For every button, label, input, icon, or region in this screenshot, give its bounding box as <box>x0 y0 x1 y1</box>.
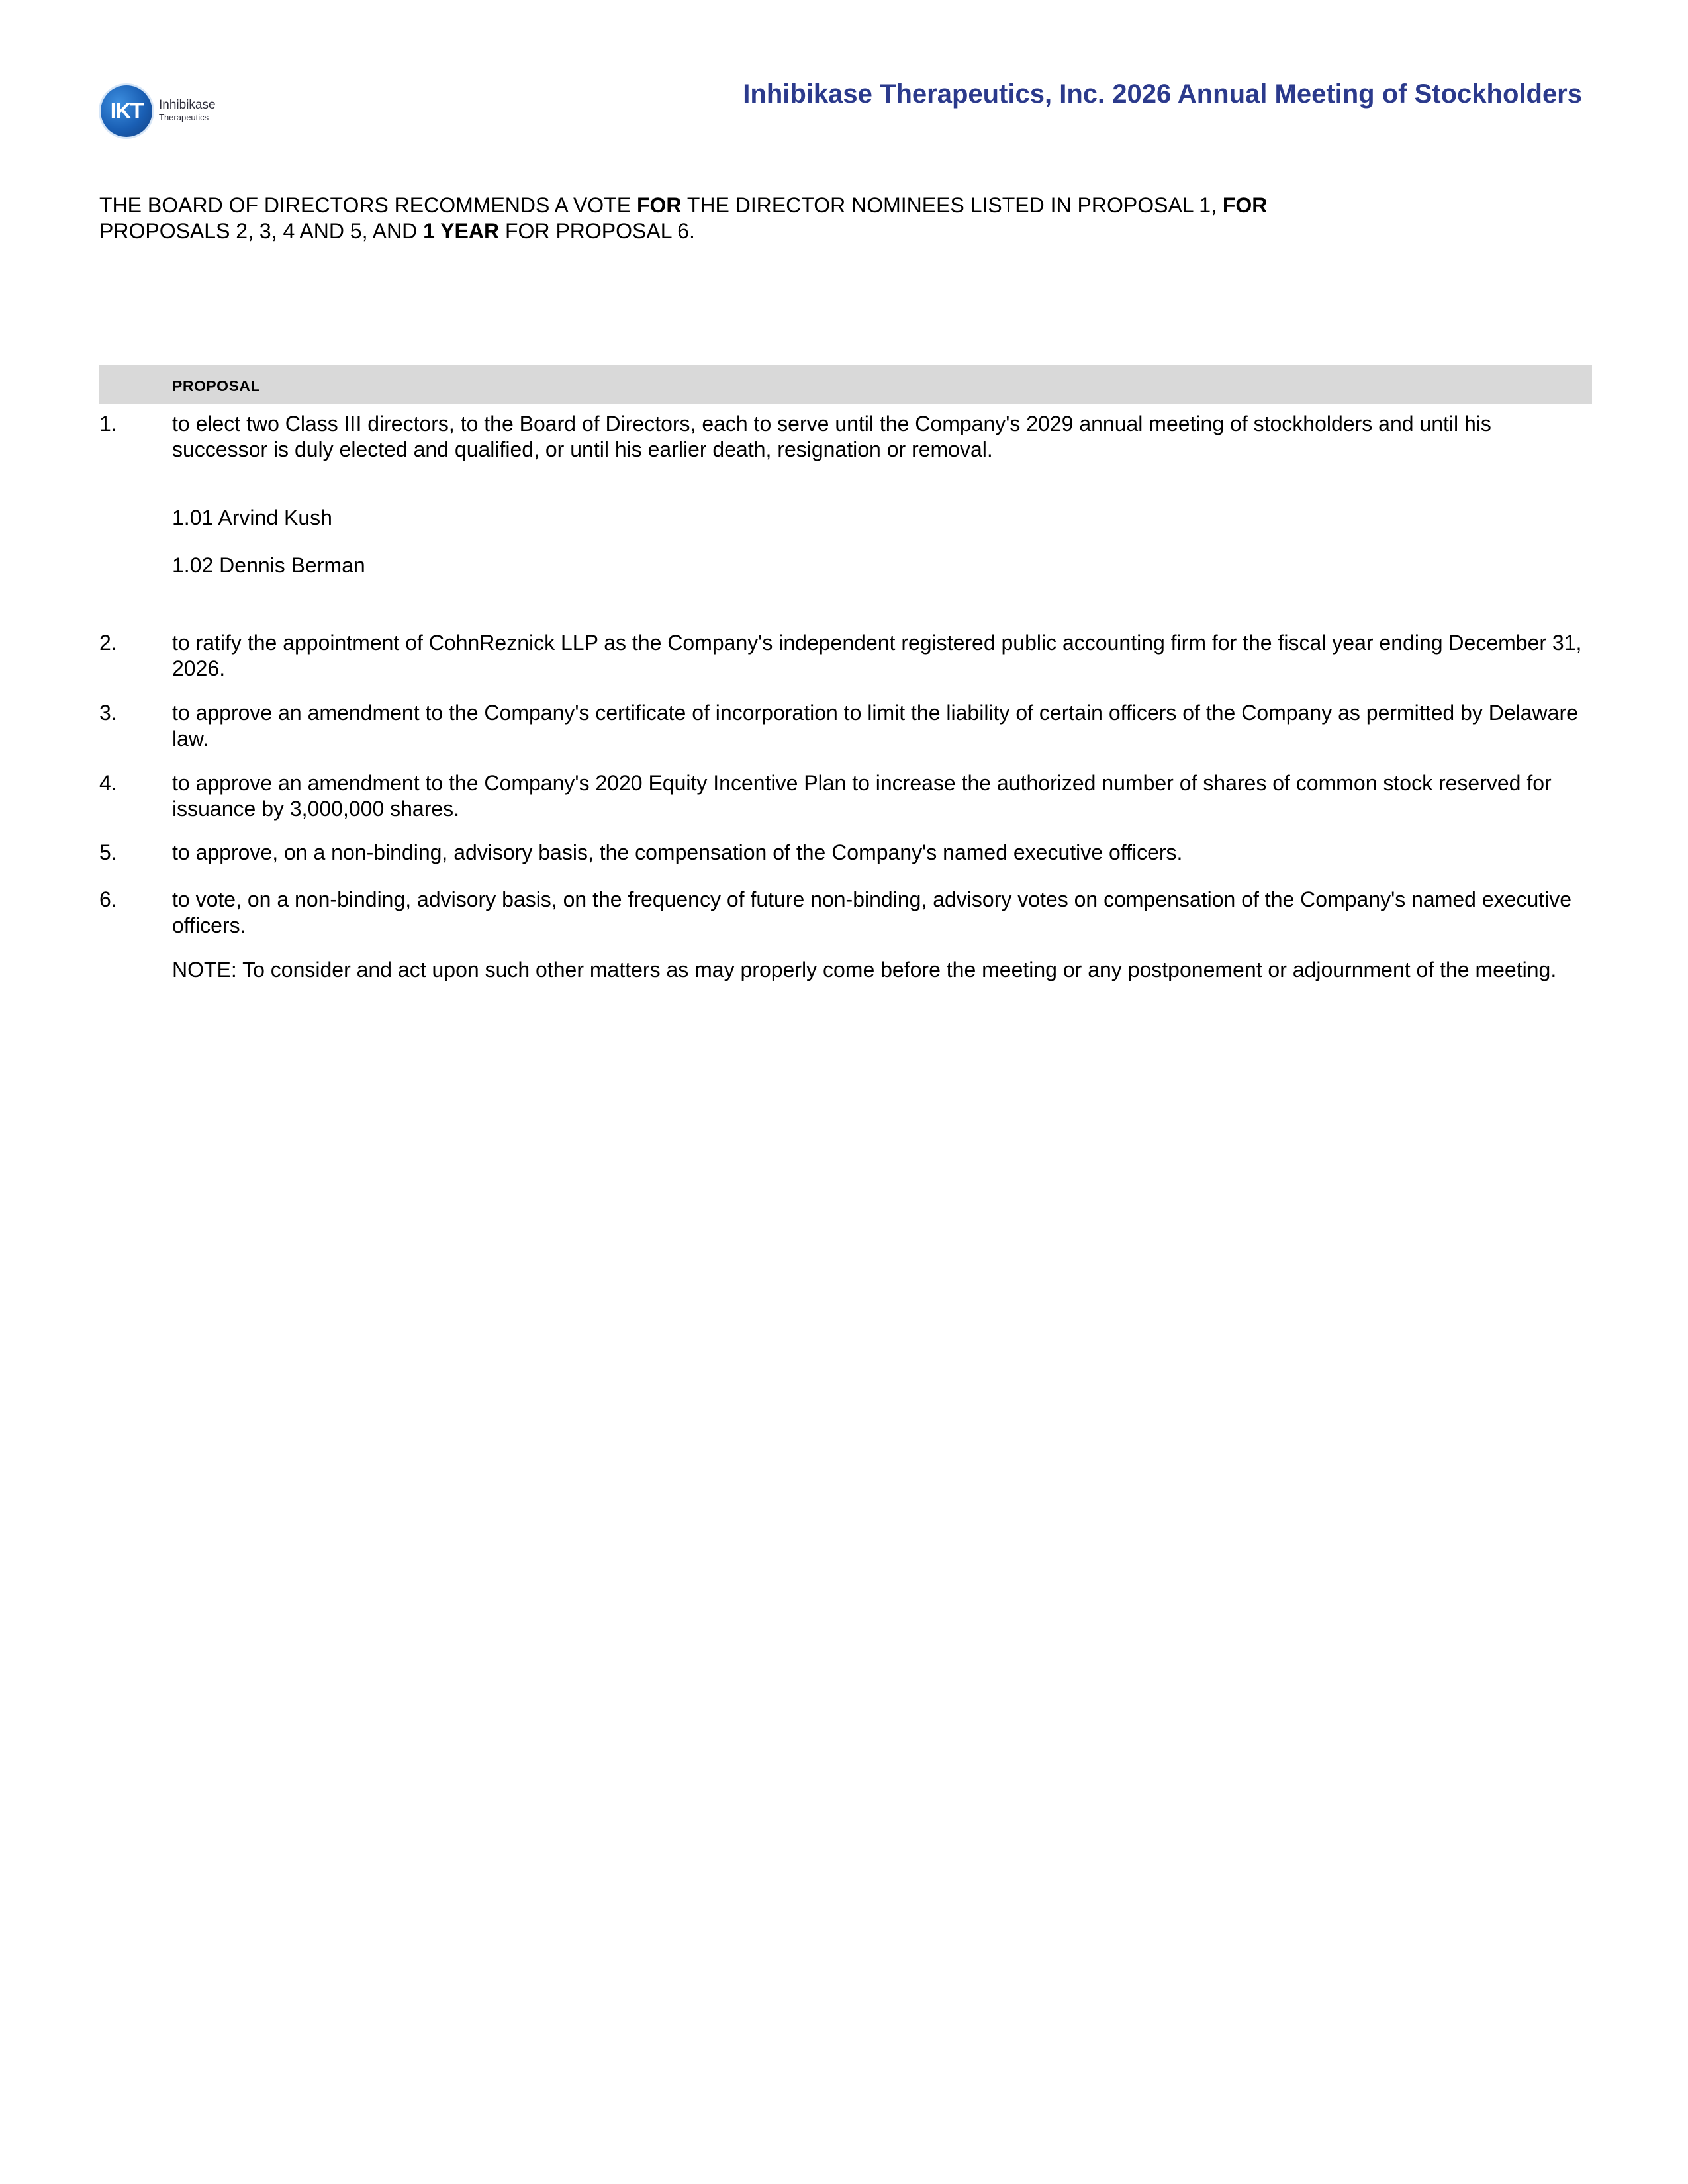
proposal-number: 3. <box>99 701 117 725</box>
page-title: Inhibikase Therapeutics, Inc. 2026 Annual Meeting of Stockholders <box>743 79 1582 109</box>
proposal-table-header <box>99 365 1592 404</box>
proposal-text: to elect two Class III directors, to the Board of Directors, each to serve until the Company's 2029 annual meeting of stockholders and until his successor is duly elected and qualified, or until his earlier death, resignation or removal. <box>172 412 1491 461</box>
recommendation-text-1: THE BOARD OF DIRECTORS RECOMMENDS A VOTE <box>99 193 637 217</box>
recommendation-bold-year: 1 YEAR <box>423 219 500 243</box>
logo-name: Inhibikase <box>159 98 216 112</box>
proposal-column-header: PROPOSAL <box>172 377 261 394</box>
proposal-text: to approve an amendment to the Company's 2020 Equity Incentive Plan to increase the authorized number of shares of common stock reserved for issuance by 3,000,000 shares. <box>172 771 1552 821</box>
proposal-text: to ratify the appointment of CohnReznick LLP as the Company's independent registered public accounting firm for the fiscal year ending December 31, 2026. <box>172 631 1582 680</box>
recommendation-bold-for-2: FOR <box>1222 193 1268 217</box>
proposal-number: 4. <box>99 771 117 795</box>
proposal-number: 1. <box>99 412 117 435</box>
proposal-text: to approve an amendment to the Company's certificate of incorporation to limit the liability of certain officers of the Company as permitted by Delaware law. <box>172 701 1578 751</box>
recommendation-text-2: THE DIRECTOR NOMINEES LISTED IN PROPOSAL 1, <box>681 193 1223 217</box>
board-recommendation <box>99 193 1556 244</box>
logo-subtitle: Therapeutics <box>159 113 209 122</box>
proposal-number: 2. <box>99 631 117 655</box>
recommendation-text-3: PROPOSALS 2, 3, 4 AND 5, AND <box>99 219 424 243</box>
nominee-item: 1.02 Dennis Berman <box>172 553 365 577</box>
logo-mark: IKT <box>110 98 143 124</box>
note-text: NOTE: To consider and act upon such other matters as may properly come before the meeting or any postponement or adjournment of the meeting. <box>172 958 1557 981</box>
recommendation-bold-for-1: FOR <box>636 193 682 217</box>
recommendation-text-4: FOR PROPOSAL 6. <box>499 219 695 243</box>
proposal-text: to vote, on a non-binding, advisory basis, on the frequency of future non-binding, advisory votes on compensation of the Company's named executive officers. <box>172 887 1572 937</box>
proposal-text: to approve, on a non-binding, advisory basis, the compensation of the Company's named executive officers. <box>172 841 1183 864</box>
proposal-number: 5. <box>99 841 117 864</box>
company-logo <box>99 83 232 140</box>
nominee-item: 1.01 Arvind Kush <box>172 506 332 529</box>
proposal-number: 6. <box>99 887 117 911</box>
